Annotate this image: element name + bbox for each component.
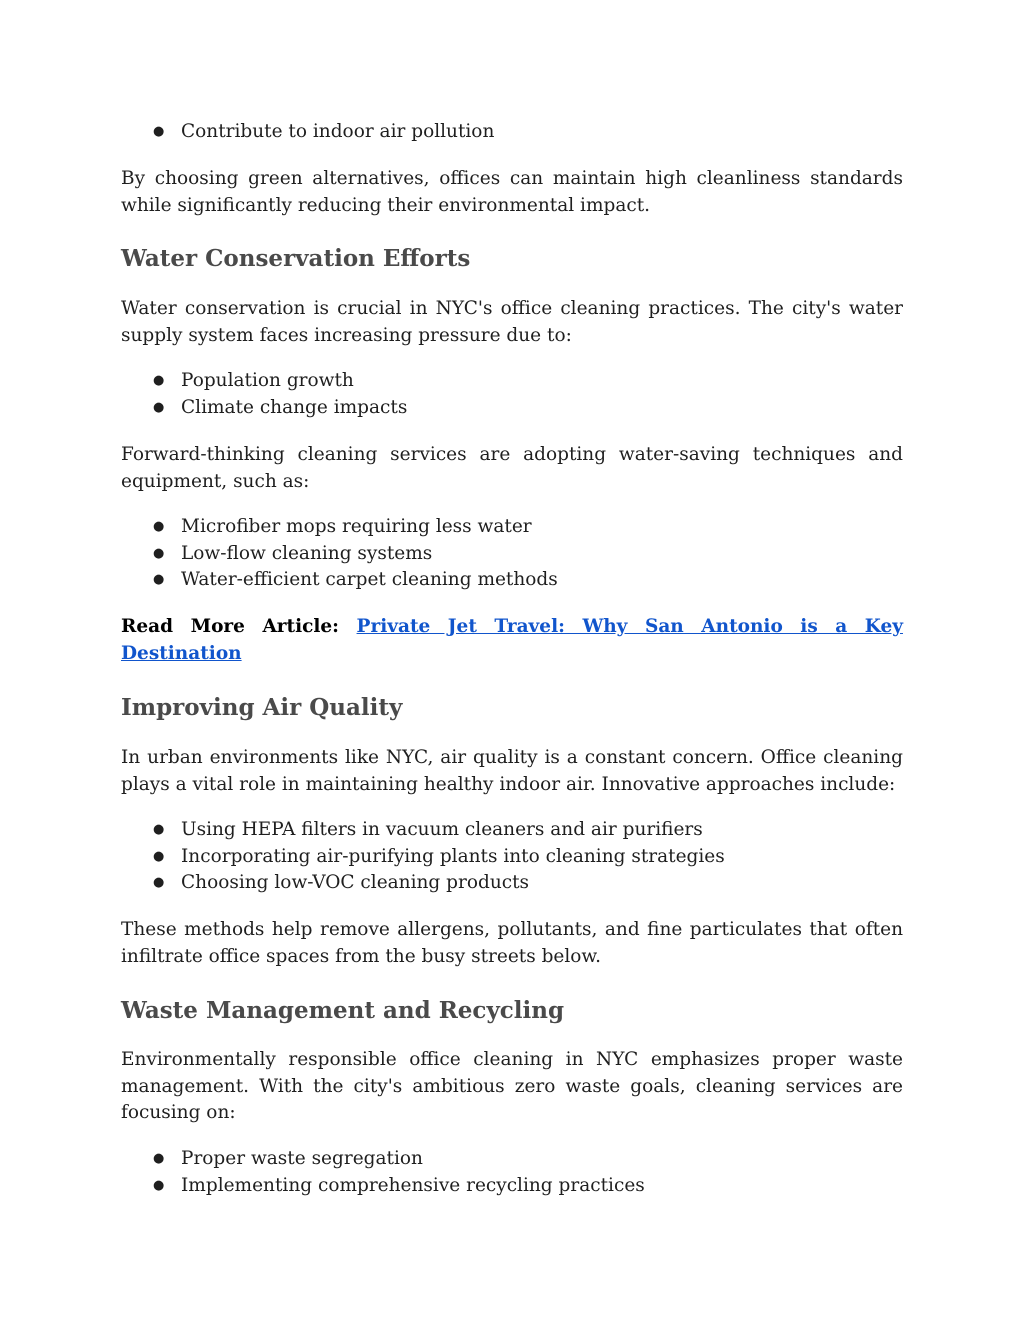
list-item: ● Incorporating air-purifying plants into cleaning strategies [121, 844, 725, 871]
air-methods-paragraph: These methods help remove allergens, pollutants, and fine particulates that often infiltrate office spaces from the busy streets below. [121, 919, 903, 967]
bullet-icon: ● [153, 1151, 165, 1166]
list-item: ● Using HEPA filters in vacuum cleaners and air purifiers [121, 817, 725, 844]
bullet-icon: ● [153, 875, 165, 890]
read-more-paragraph [121, 614, 903, 667]
bullet-icon: ● [153, 545, 165, 561]
read-more-link[interactable]: Private Jet Travel: Why San Antonio is a Key Destination [121, 616, 903, 664]
list-item: ● Low-flow cleaning systems [121, 541, 558, 568]
bullet-icon: ● [153, 399, 165, 415]
air-approaches-list [121, 817, 725, 897]
read-more-label: Read More Article: [121, 616, 340, 637]
water-intro-paragraph: Water conservation is crucial in NYC's office cleaning practices. The city's water supply system faces increasing pressure due to: [121, 298, 903, 346]
bullet-icon: ● [153, 822, 165, 837]
bullet-icon: ● [153, 572, 165, 587]
bullet-icon: ● [153, 373, 165, 388]
air-quality-heading: Improving Air Quality [121, 694, 403, 721]
water-conservation-heading: Water Conservation Efforts [121, 245, 471, 272]
list-item: ● Water-efficient carpet cleaning methods [121, 567, 558, 594]
list-item: ● Climate change impacts [121, 395, 407, 422]
list-item: ● Choosing low-VOC cleaning products [121, 870, 725, 897]
bullet-icon: ● [153, 1177, 165, 1193]
list-item: ● Population growth [121, 368, 407, 395]
water-equipment-list [121, 514, 558, 594]
waste-management-heading: Waste Management and Recycling [121, 997, 565, 1024]
water-saving-paragraph: Forward-thinking cleaning services are adopting water-saving techniques and equipment, such as: [121, 444, 903, 492]
list-item: ● Contribute to indoor air pollution [121, 119, 494, 146]
bullet-icon: ● [153, 124, 165, 139]
pollution-list [121, 119, 494, 146]
water-pressure-list [121, 368, 407, 421]
list-item: ● Microfiber mops requiring less water [121, 514, 558, 541]
list-item: ● Implementing comprehensive recycling practices [121, 1173, 645, 1200]
green-alternatives-paragraph: By choosing green alternatives, offices can maintain high cleanliness standards while significantly reducing their environmental impact. [121, 168, 903, 216]
air-intro-paragraph: In urban environments like NYC, air quality is a constant concern. Office cleaning plays a vital role in maintaining healthy indoor air. Innovative approaches include: [121, 747, 903, 795]
waste-focus-list [121, 1146, 645, 1199]
list-item: ● Proper waste segregation [121, 1146, 645, 1173]
bullet-icon: ● [153, 519, 165, 534]
bullet-icon: ● [153, 848, 165, 864]
waste-intro-paragraph: Environmentally responsible office cleaning in NYC emphasizes proper waste management. With the city's ambitious zero waste goals, cleaning services are focusing on: [121, 1049, 903, 1123]
